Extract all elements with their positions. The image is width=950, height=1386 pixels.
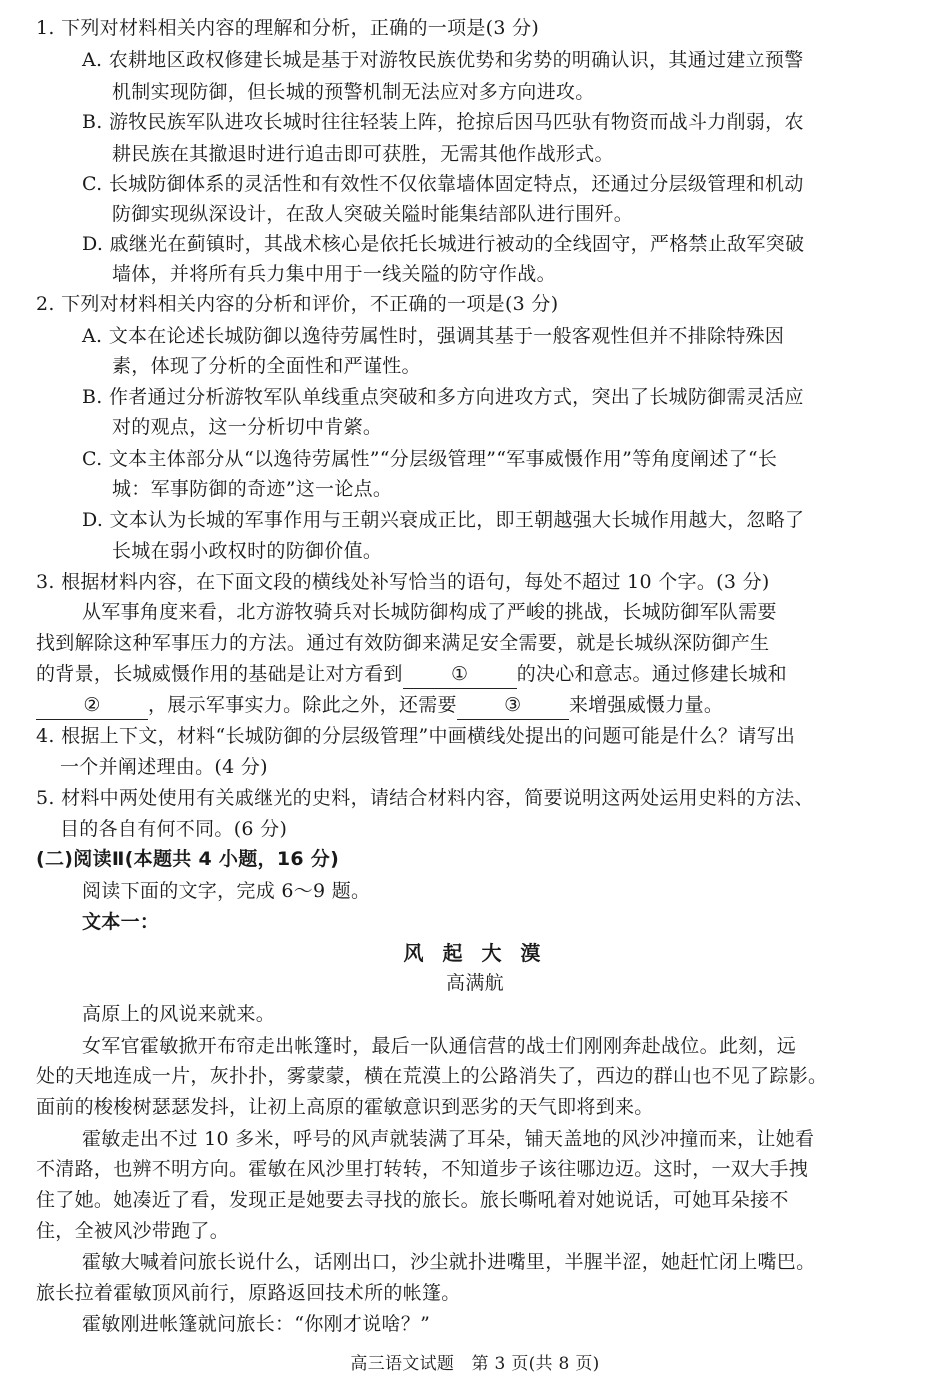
story-title: 风 起 大 漠 (403, 941, 547, 965)
question-1-option-d-line-1: D. 戚继光在蓟镇时，其战术核心是依托长城进行被动的全线固守，严格禁止敌军突破 (82, 233, 805, 255)
page-footer: 高三语文试题 第 3 页(共 8 页) (350, 1354, 600, 1374)
story-line: 处的天地连成一片，灰扑扑，雾蒙蒙，横在荒漠上的公路消失了，西边的群山也不见了踪影。 (36, 1065, 828, 1087)
question-3-passage-line-4 (0, 689, 950, 721)
story-line: 霍敏走出不过 10 多米，呼号的风声就装满了耳朵，铺天盖地的风沙冲撞而来，让她看 (82, 1128, 815, 1150)
question-4-line-1: 4. 根据上下文，材料“长城防御的分层级管理”中画横线处提出的问题可能是什么？请写出 (36, 725, 796, 747)
story-line: 旅长拉着霍敏顶风前行，原路返回技术所的帐篷。 (36, 1282, 461, 1304)
question-2-stem: 2. 下列对材料相关内容的分析和评价，不正确的一项是(3 分) (36, 293, 559, 315)
passage-text: ，展示军事实力。除此之外，还需要 (148, 694, 457, 716)
story-author: 高满航 (446, 972, 504, 994)
question-3-passage-line-1: 从军事角度来看，北方游牧骑兵对长城防御构成了严峻的挑战，长城防御军队需要 (82, 601, 777, 623)
question-1-option-a-line-1: A. 农耕地区政权修建长城是基于对游牧民族优势和劣势的明确认识，其通过建立预警 (82, 49, 804, 71)
story-line: 不清路，也辨不明方向。霍敏在风沙里打转转，不知道步子该往哪边迈。这时，一双大手拽 (36, 1158, 809, 1180)
question-2-option-a-line-2: 素，体现了分析的全面性和严谨性。 (112, 355, 421, 377)
question-2-option-c-line-2: 城：军事防御的奇迹”这一论点。 (112, 478, 393, 500)
question-2-option-b-line-2: 对的观点，这一分析切中肯綮。 (112, 416, 383, 438)
question-5-line-1: 5. 材料中两处使用有关戚继光的史料，请结合材料内容，简要说明这两处运用史料的方法、 (36, 787, 814, 809)
section-heading: (二)阅读Ⅱ(本题共 4 小题，16 分) (36, 848, 340, 870)
section-instruction: 阅读下面的文字，完成 6～9 题。 (82, 880, 371, 902)
fill-blank-1[interactable]: ① (403, 662, 517, 689)
passage-text: 来增强威慑力量。 (568, 694, 724, 716)
story-line: 霍敏大喊着问旅长说什么，话刚出口，沙尘就扑进嘴里，半腥半涩，她赶忙闭上嘴巴。 (82, 1251, 816, 1273)
question-1-option-b-line-2: 耕民族在其撤退时进行追击即可获胜，无需其他作战形式。 (112, 143, 614, 165)
question-4-line-2: 一个并阐述理由。(4 分) (60, 756, 268, 778)
text-one-label: 文本一： (82, 911, 160, 933)
question-3-passage-line-3 (0, 658, 950, 690)
story-line: 霍敏刚进帐篷就问旅长：“你刚才说啥？” (82, 1313, 431, 1335)
story-line: 住了她。她凑近了看，发现正是她要去寻找的旅长。旅长嘶吼着对她说话，可她耳朵接不 (36, 1189, 789, 1211)
fill-blank-2[interactable]: ② (36, 693, 148, 720)
passage-text: 的背景，长城威慑作用的基础是让对方看到 (36, 663, 403, 685)
question-3-stem: 3. 根据材料内容，在下面文段的横线处补写恰当的语句，每处不超过 10 个字。(3 分) (36, 571, 770, 593)
question-1-stem: 1. 下列对材料相关内容的理解和分析，正确的一项是(3 分) (36, 17, 540, 39)
story-line: 住，全被风沙带跑了。 (36, 1220, 230, 1242)
question-2-option-b-line-1: B. 作者通过分析游牧军队单线重点突破和多方向进攻方式，突出了长城防御需灵活应 (82, 386, 804, 408)
question-1-option-d-line-2: 墙体，并将所有兵力集中用于一线关隘的防守作战。 (112, 263, 556, 285)
fill-blank-3[interactable]: ③ (457, 693, 569, 720)
story-line: 高原上的风说来就来。 (82, 1003, 276, 1025)
story-line: 女军官霍敏掀开布帘走出帐篷时，最后一队通信营的战士们刚刚奔赴战位。此刻，远 (82, 1035, 797, 1057)
question-2-option-d-line-1: D. 文本认为长城的军事作用与王朝兴衰成正比，即王朝越强大长城作用越大，忽略了 (82, 509, 805, 531)
story-line: 面前的梭梭树瑟瑟发抖，让初上高原的霍敏意识到恶劣的天气即将到来。 (36, 1096, 654, 1118)
question-3-passage-line-2: 找到解除这种军事压力的方法。通过有效防御来满足安全需要，就是长城纵深防御产生 (36, 632, 770, 654)
question-1-option-c-line-2: 防御实现纵深设计，在敌人突破关隘时能集结部队进行围歼。 (112, 203, 634, 225)
question-2-option-d-line-2: 长城在弱小政权时的防御价值。 (112, 540, 383, 562)
passage-text: 的决心和意志。通过修建长城和 (516, 663, 787, 685)
question-2-option-c-line-1: C. 文本主体部分从“以逸待劳属性”“分层级管理”“军事威慑作用”等角度阐述了“长 (82, 448, 778, 470)
question-5-line-2: 目的各自有何不同。(6 分) (60, 818, 288, 840)
question-1-option-a-line-2: 机制实现防御，但长城的预警机制无法应对多方向进攻。 (112, 81, 595, 103)
question-2-option-a-line-1: A. 文本在论述长城防御以逸待劳属性时，强调其基于一般客观性但并不排除特殊因 (82, 325, 785, 347)
question-1-option-b-line-1: B. 游牧民族军队进攻长城时往往轻装上阵，抢掠后因马匹驮有物资而战斗力削弱，农 (82, 111, 804, 133)
question-1-option-c-line-1: C. 长城防御体系的灵活性和有效性不仅依靠墙体固定特点，还通过分层级管理和机动 (82, 173, 804, 195)
